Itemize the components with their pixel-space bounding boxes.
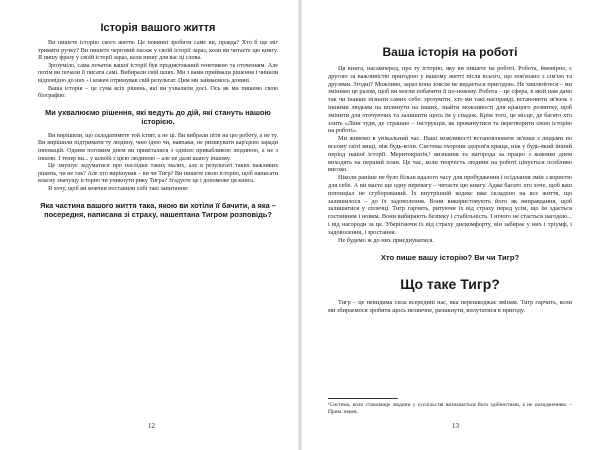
left-page-number: 12 [148, 422, 155, 430]
right-page-column [328, 0, 572, 315]
footnote-divider [328, 398, 398, 399]
right-page-title: Ваша історія на роботі [382, 45, 518, 59]
right-paragraph-4: Не будемо ж до них приєднуватися. [338, 236, 434, 244]
right-paragraph-2: Ми живемо в унікальний час. Наші можливості встановлювати зв'язки з людьми по всьому світі вищі, ніж будь-коли. Система охорони здоров'я краща, ніж у будь-який інший період нашої історії. Меритократія,¹ визнання та нагорода за працю з кожним днем виходять на перший план. Це час, коли творчість людини на роботі цінується особливо високо. [328, 135, 572, 174]
right-paragraph-3: Ніколи раніше не було більш вдалого часу для пробудження і осідлання змін з користю для себе. А ви маєте ще одну перевагу – читаєте цю книгу. Адже багато хто хоче, щоб ваш потенціал не сгуборований. Їх внутрішній кодекс вже складено на все життя, що залишилося – до їх задоволення. Вони використовують його як виправдання, щоб залишатися у сплячці. Тигр гарчить, ритуючи їх від страху перед усім, що їм здається гостинним і новим. Вони вибирають безпеку і стабільність. І нічого не стається нагодою... і від нагороди за це. Уберігаючи їх від страху дискомфорту, він забирає у них і тріумф, і задоволення, і зростання. [328, 174, 572, 236]
footnote: ¹Система, коли становище людини у суспільстві визначається його здібностями, а не походженням. – Прим. перев. [328, 402, 572, 415]
right-page [300, 0, 600, 450]
left-callout-1: Ми ухвалюємо рішення, які ведуть до дій, які стануть нашою історією. [45, 107, 271, 126]
left-paragraph-5: Це змушує задуматися про наслідки таких малих, але в результаті таких важливих рішень, чи не так? Але хто вирішував – ви чи Тигр? Ви пишете свою історію, щоб написати власну значущу історію чи уникнути рику Тигра? Згадуєте це і допоможе ця книга. [38, 163, 278, 185]
left-paragraph-1: Ви пишете історію свого життя. Це повинні зробити саме ви, правда? Хто б ще міг тримати ручку? Ви пишете черговий пасаж у своїй історії зараз, коли ви читаєте цю книгу. Я пишу фразу у своїй історії зараз, коли пишу для вас ці слова. [38, 40, 278, 62]
right-paragraph-5: Тигр – це невидима сила всередині нас, яка перешкоджає змінам. Тигр гарчить, коли ми збираємося зробити щось незвичне, ризикнути, вплутатися в пригоду. [328, 299, 572, 315]
right-callout-1: Хто пише вашу історію? Ви чи Тигр? [380, 253, 520, 263]
right-page-number: 13 [452, 422, 459, 430]
left-paragraph-4: Ви вирішили, що складатимете той іспит, а не ці. Ви вибрали піти на цю роботу, а не ту. Ви вирішили підтримати ту людину, чию ідею чи, навпаки, не ризикувати кар'єрою заради інновацій. Одним погожим днем ви привіталися з однією привабливою людиною, а не з іншою. І тепер ви... у шлюбі з цією людиною – але не дали шансу іншому. [38, 132, 278, 162]
left-paragraph-2: Зрозуміло, сама початок вашої історії був продиктований генетикою та оточенням. Але потім ви почали її писати самі. Вибирали свій шлях. Ми з вами приймали рішення і чинили відповідно до них - і кожен отримував свій результат. Цим ми займаємось донині. [38, 62, 278, 84]
left-callout-2: Яка частина вашого життя така, якою ви хотіли її бачити, а яка – посередня, написана зі страху, нашептана Тигром розповідь? [40, 200, 276, 219]
left-page-column [38, 0, 278, 226]
left-page-title: Історія вашого життя [100, 22, 216, 34]
right-paragraph-1: Ця книга, насамперед, про ту історію, яку ви пишете на роботі. Робота, ймовірно, є другою за важливістю пригодою у вашому житті після всього, що пов'язано з сім'єю та друзями. Згодні? Можливо, зараз вона зовсім не видається пригодою. Не хвилюйтеся – ми змінимо це разом, щоб ви могли побачити її по-новому. Робота – це сфера, в якій нам дано так чи інакше пізнати самих себе: зрозуміти, хто ми такі насправді, встановити зв'язок з іншими людьми на вплинути на інших, знайти можливості для кращого розвитку, щоб змінити для оточуючих та залишити щось їм у спадок. Крім того, це місце, де багато хто злить «Ліни туди, де страшно – інструкція, як прокинутися та перетворити свою історію на роботі». [328, 65, 572, 135]
left-paragraph-6: Я хочу, щоб ви мовчки поставили собі такі запитання: [48, 185, 189, 192]
left-paragraph-3: Ваша історія – це сума всіх рішень, які ви ухвалили досі. Ось як ми пишемо свою біографію: [38, 85, 278, 100]
right-section-title: Що таке Тигр? [400, 276, 500, 293]
